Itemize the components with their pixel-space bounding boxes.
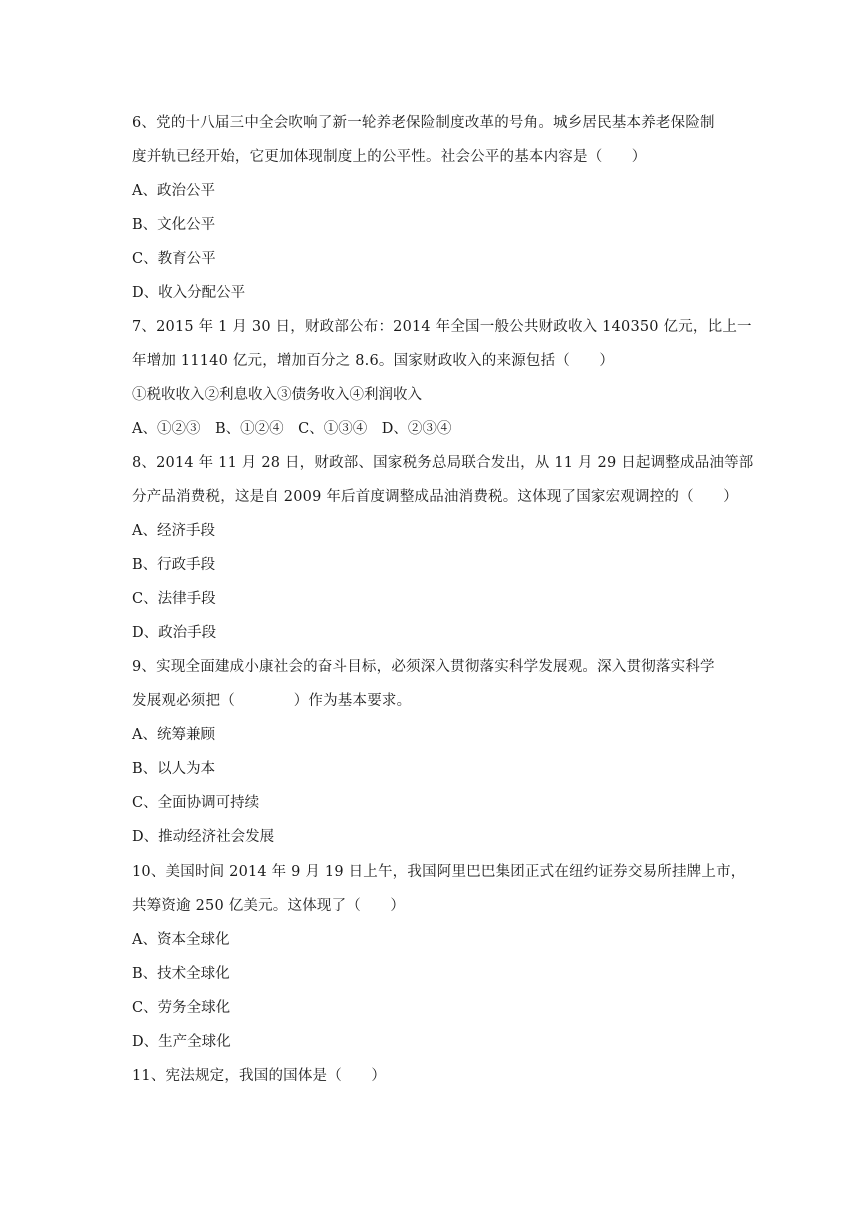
question-10-option-b: B、技术全球化 (132, 966, 230, 982)
question-10-option-a: A、资本全球化 (132, 932, 230, 948)
question-6-line-1: 6、党的十八届三中全会吹响了新一轮养老保险制度改革的号角。城乡居民基本养老保险制 (132, 115, 715, 131)
question-10-line-1: 10、美国时间 2014 年 9 月 19 日上午，我国阿里巴巴集团正式在纽约证券交易所挂牌上市， (132, 864, 746, 880)
question-9-line-2: 发展观必须把（ ）作为基本要求。 (132, 693, 412, 709)
question-6-option-b: B、文化公平 (132, 217, 216, 233)
question-9-option-d: D、推动经济社会发展 (132, 829, 275, 845)
question-8-line-1: 8、2014 年 11 月 28 日，财政部、国家税务总局联合发出，从 11 月 29 日起调整成品油等部 (132, 455, 754, 471)
question-9-option-c: C、全面协调可持续 (132, 795, 260, 811)
question-7-line-3: ①税收收入②利息收入③债务收入④利润收入 (132, 387, 422, 403)
question-6-option-a: A、政治公平 (132, 183, 215, 199)
question-9-option-b: B、以人为本 (132, 761, 216, 777)
question-7-line-2: 年增加 11140 亿元，增加百分之 8.6。国家财政收入的来源包括（ ） (132, 353, 615, 369)
question-9-line-1: 9、实现全面建成小康社会的奋斗目标，必须深入贯彻落实科学发展观。深入贯彻落实科学 (132, 659, 715, 675)
question-10-option-c: C、劳务全球化 (132, 1000, 231, 1016)
question-6-option-c: C、教育公平 (132, 251, 216, 267)
question-8-option-b: B、行政手段 (132, 557, 216, 573)
question-8-option-a: A、经济手段 (132, 523, 215, 539)
question-6-option-d: D、收入分配公平 (132, 285, 246, 301)
question-10-line-2: 共筹资逾 250 亿美元。这体现了（ ） (132, 898, 406, 914)
question-8-line-2: 分产品消费税，这是自 2009 年后首度调整成品油消费税。这体现了国家宏观调控的（ ） (132, 489, 738, 505)
question-8-option-c: C、法律手段 (132, 591, 216, 607)
question-10-option-d: D、生产全球化 (132, 1034, 231, 1050)
question-9-option-a: A、统筹兼顾 (132, 727, 215, 743)
question-8-option-d: D、政治手段 (132, 625, 217, 641)
question-6-line-2: 度并轨已经开始，它更加体现制度上的公平性。社会公平的基本内容是（ ） (132, 149, 647, 165)
question-7-line-1: 7、2015 年 1 月 30 日，财政部公布：2014 年全国一般公共财政收入 140350 亿元，比上一 (132, 319, 752, 335)
question-11-line-1: 11、宪法规定，我国的国体是（ ） (132, 1068, 387, 1084)
question-7-options: A、①②③ B、①②④ C、①③④ D、②③④ (132, 421, 452, 437)
